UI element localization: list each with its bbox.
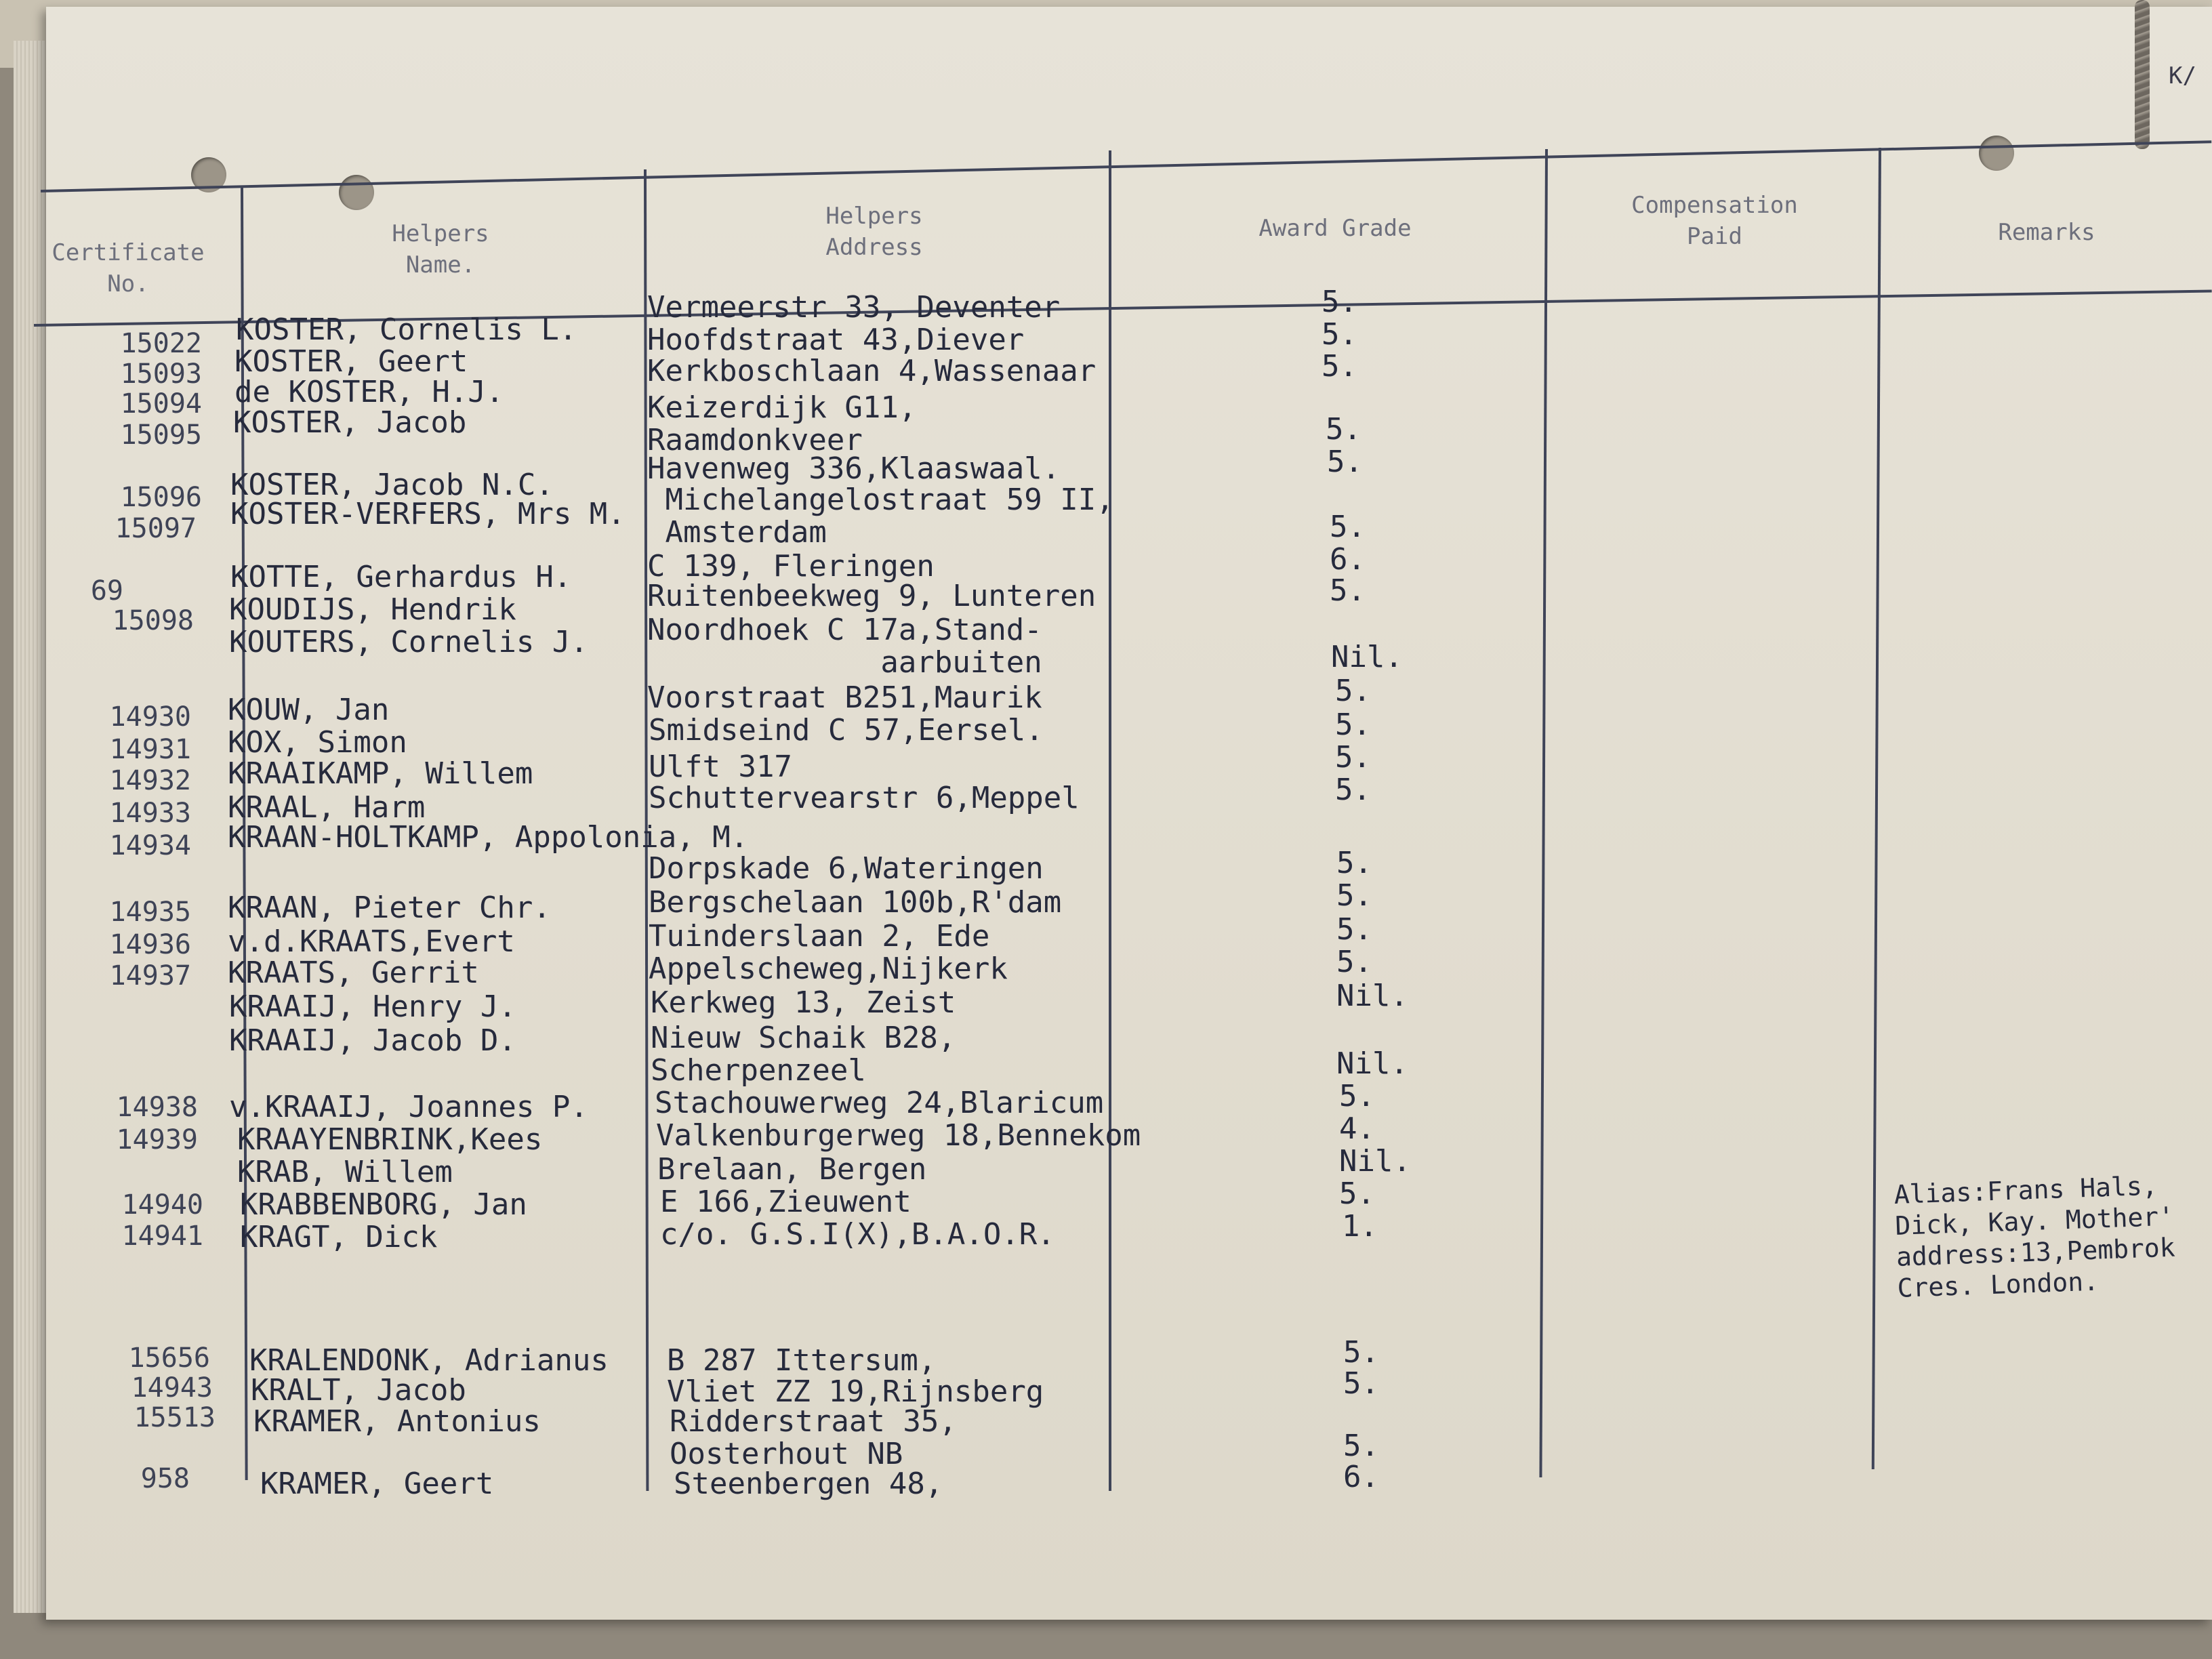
certificate-number: 15095 (120, 419, 202, 451)
helper-address: Valkenburgerweg 18,Bennekom (656, 1118, 1141, 1153)
certificate-number: 14935 (109, 897, 191, 928)
certificate-number: 15098 (112, 605, 194, 636)
helper-name: KOSTER, Cornelis L. (236, 312, 577, 347)
helper-address: Voorstraat B251,Maurik (647, 680, 1042, 715)
award-grade: 5. (1339, 1079, 1375, 1113)
certificate-number: 958 (140, 1463, 190, 1494)
helper-name: KOUTERS, Cornelis J. (229, 625, 588, 659)
helper-address: Tuinderslaan 2, Ede (649, 919, 990, 954)
certificate-number: 69 (90, 575, 123, 607)
helper-name: KRAB, Willem (237, 1155, 453, 1189)
helper-address: Bergschelaan 100b,R'dam (649, 885, 1062, 920)
helper-address: Kerkboschlaan 4,Wassenaar (647, 354, 1097, 388)
helper-name: KRAAN, Pieter Chr. (228, 890, 551, 925)
helper-address: Ridderstraat 35, Oosterhout NB (670, 1404, 957, 1471)
certificate-number: 14943 (131, 1372, 213, 1404)
award-grade: 5. (1336, 912, 1372, 947)
helper-address: c/o. G.S.I(X),B.A.O.R. (660, 1217, 1055, 1252)
helper-address: Nieuw Schaik B28, Scherpenzeel (651, 1021, 956, 1088)
helper-name: KRAGT, Dick (240, 1220, 438, 1254)
helper-name: KRAAL, Harm (228, 790, 426, 825)
award-grade: 6. (1343, 1460, 1379, 1494)
helper-name: KRALENDONK, Adrianus (249, 1343, 609, 1378)
certificate-number: 15094 (120, 388, 202, 419)
binding-string (2135, 0, 2150, 149)
header-remarks: Remarks (1998, 219, 2095, 246)
award-grade: 5. (1330, 510, 1366, 544)
helper-name: KRAAIKAMP, Willem (228, 756, 533, 791)
helper-address: Dorpskade 6,Wateringen (649, 851, 1044, 886)
award-grade: 5. (1335, 773, 1371, 807)
award-grade: 5. (1322, 317, 1357, 352)
certificate-number: 14938 (116, 1092, 198, 1123)
helper-address: Ulft 317 (649, 750, 792, 784)
helper-name: KRAMER, Geert (260, 1467, 494, 1501)
certificate-number: 15513 (134, 1402, 216, 1433)
header-certificate: Certificate No. (52, 239, 205, 298)
award-grade: 4. (1339, 1111, 1375, 1146)
helper-address: Appelscheweg,Nijkerk (649, 951, 1008, 986)
certificate-number: 15097 (115, 513, 197, 544)
helper-name: KOSTER, Jacob N.C. (230, 468, 554, 502)
helper-name: v.KRAAIJ, Joannes P. (229, 1090, 588, 1124)
helper-address: Noordhoek C 17a,Stand- aarbuiten (647, 613, 1042, 680)
certificate-number: 14934 (109, 830, 191, 861)
certificate-number: 15093 (120, 359, 202, 390)
helper-address: Schuttervearstr 6,Meppel (649, 781, 1080, 815)
helper-name: KRALT, Jacob (251, 1373, 466, 1408)
helper-name: KRAATS, Gerrit (228, 956, 479, 990)
award-grade: 5. (1326, 412, 1361, 447)
helper-name: KOUDIJS, Hendrik (229, 592, 516, 627)
helper-address: C 139, Fleringen (647, 549, 935, 583)
award-grade: 5. (1327, 445, 1363, 479)
helper-address: Ruitenbeekweg 9, Lunteren (647, 579, 1097, 613)
remarks-note: Alias:Frans Hals, Dick, Kay. Mother' address:13,Pembrok Cres. London. (1893, 1170, 2176, 1303)
certificate-number: 14936 (109, 929, 191, 960)
punch-hole (1979, 136, 2014, 171)
helper-address: Keizerdijk G11, Raamdonkveer (647, 390, 917, 457)
award-grade: 5. (1336, 846, 1372, 880)
award-grade: 5. (1335, 674, 1371, 708)
helper-name: KRAAIJ, Jacob D. (229, 1023, 516, 1058)
award-grade: 1. (1342, 1209, 1378, 1244)
award-grade: 5. (1335, 708, 1371, 742)
certificate-number: 15022 (120, 328, 202, 359)
header-award-grade: Award Grade (1258, 215, 1412, 242)
helper-address: Smidseind C 57,Eersel. (649, 713, 1044, 747)
award-grade: 5. (1335, 740, 1371, 775)
award-grade: 5. (1330, 573, 1366, 608)
award-grade: 5. (1339, 1176, 1375, 1211)
certificate-number: 15096 (120, 482, 202, 513)
helper-name: de KOSTER, H.J. (234, 375, 504, 409)
award-grade: Nil. (1336, 1046, 1408, 1081)
certificate-number: 14930 (109, 701, 191, 733)
certificate-number: 14932 (109, 765, 191, 796)
helper-address: Havenweg 336,Klaaswaal. (647, 451, 1061, 486)
helper-address: Brelaan, Bergen (657, 1152, 927, 1187)
certificate-number: 14939 (116, 1124, 198, 1155)
award-grade: 5. (1343, 1366, 1379, 1401)
punch-hole (339, 175, 374, 210)
helper-address: Steenbergen 48, (674, 1467, 943, 1501)
header-name: Helpers Name. (392, 220, 489, 279)
award-grade: 5. (1322, 285, 1357, 319)
award-grade: Nil. (1331, 640, 1403, 674)
helper-name: KOSTER, Jacob (233, 405, 467, 440)
helper-name: KRABBENBORG, Jan (240, 1187, 527, 1222)
certificate-number: 14940 (121, 1189, 203, 1221)
award-grade: 5. (1343, 1429, 1379, 1463)
column-divider (1109, 150, 1111, 1491)
helper-name: KOSTER, Geert (234, 344, 468, 379)
page-tag: K/ (2169, 62, 2196, 89)
helper-name: KRAMER, Antonius (253, 1404, 541, 1439)
helper-address: Hoofdstraat 43,Diever (647, 323, 1025, 357)
helper-address: Stachouwerweg 24,Blaricum (655, 1086, 1104, 1120)
helper-address: Vermeerstr 33, Deventer (647, 290, 1061, 325)
helper-address: Vliet ZZ 19,Rijnsberg (667, 1374, 1044, 1409)
certificate-number: 15656 (128, 1343, 210, 1374)
header-address: Helpers Address (825, 203, 923, 261)
helper-address: B 287 Ittersum, (667, 1343, 937, 1378)
helper-name: v.d.KRAATS,Evert (228, 924, 515, 959)
helper-name: KRAAYENBRINK,Kees (237, 1122, 543, 1157)
helper-name: KOTTE, Gerhardus H. (230, 560, 572, 594)
helper-name: KOUW, Jan (228, 693, 390, 727)
helper-name: KRAAIJ, Henry J. (229, 989, 516, 1024)
header-compensation: Compensation Paid (1631, 192, 1798, 250)
helper-address: E 166,Zieuwent (660, 1185, 912, 1219)
certificate-number: 14937 (109, 960, 191, 991)
certificate-number: 14933 (109, 798, 191, 829)
award-grade: 5. (1336, 945, 1372, 979)
award-grade: 5. (1336, 878, 1372, 913)
certificate-number: 14931 (109, 734, 191, 765)
award-grade: 6. (1330, 542, 1366, 577)
award-grade: Nil. (1336, 979, 1408, 1013)
helper-name: KOX, Simon (228, 725, 407, 760)
award-grade: 5. (1343, 1335, 1379, 1370)
helper-name: KRAAN-HOLTKAMP, Appolonia, M. (228, 820, 749, 855)
helper-address: Kerkweg 13, Zeist (651, 985, 956, 1020)
helper-address: Michelangelostraat 59 II, Amsterdam (665, 483, 1114, 550)
award-grade: Nil. (1339, 1144, 1411, 1179)
award-grade: 5. (1322, 349, 1357, 384)
certificate-number: 14941 (121, 1221, 203, 1252)
helper-name: KOSTER-VERFERS, Mrs M. (230, 497, 626, 531)
